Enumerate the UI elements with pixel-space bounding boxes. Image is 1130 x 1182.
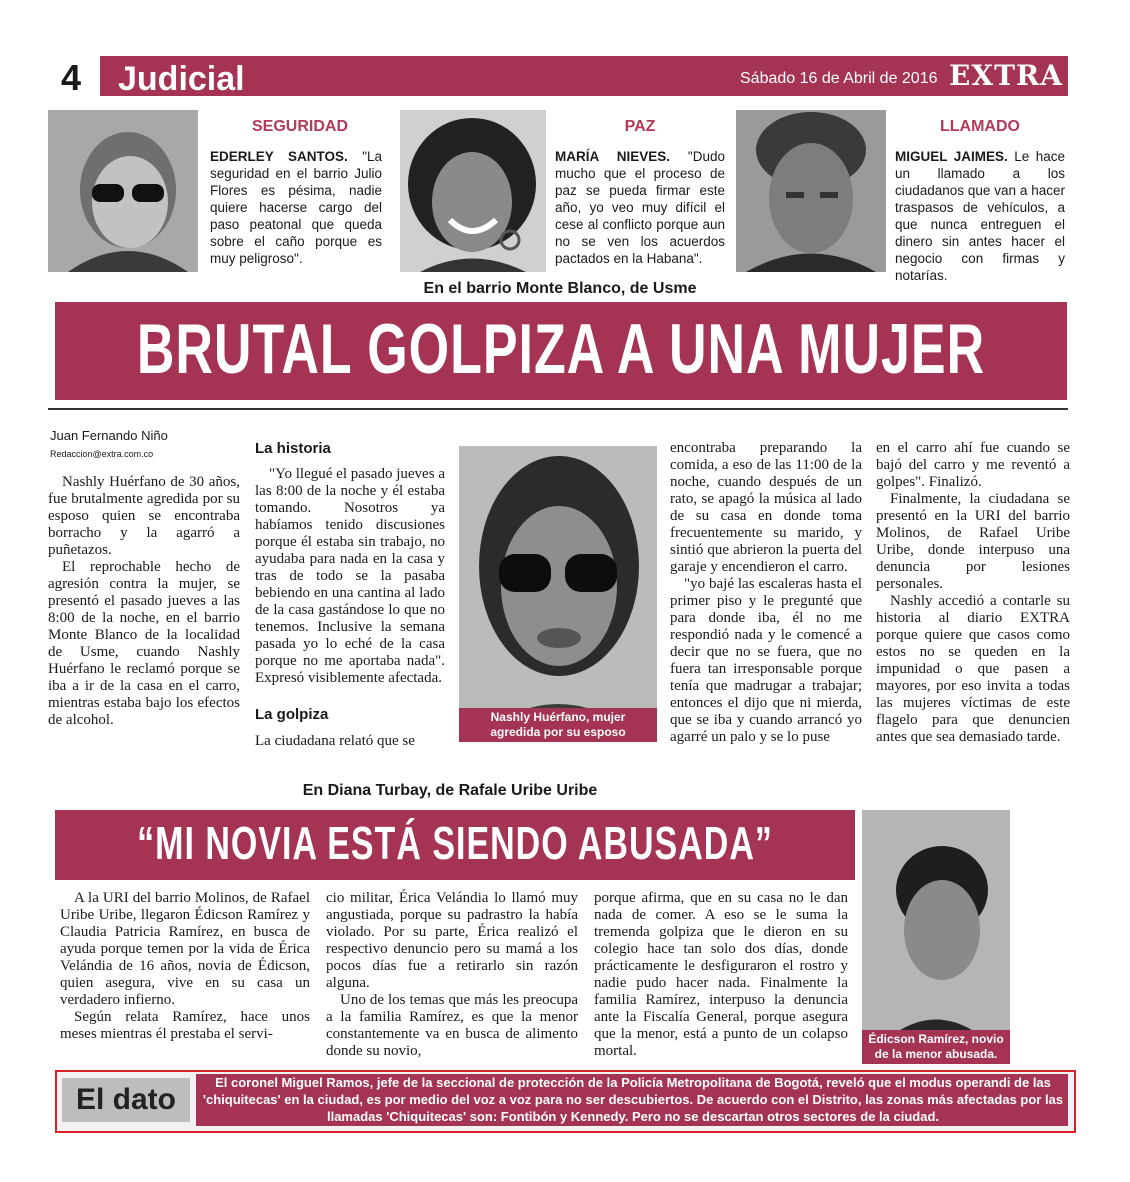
photo-miguel-jaimes	[736, 110, 886, 272]
paragraph: La ciudadana relató que se	[255, 733, 415, 749]
paragraph: encontraba preparando la comida, a eso de las 11:00 de la noche, cuando después de un rato, se apagó la música al lado de su casa en donde toma frecuentemente su marido, y sintió que abrieron la puerta del garaje y encendieron el carro.	[670, 440, 862, 575]
photo-caption-nashly: Nashly Huérfano, mujer agredida por su esposo	[459, 708, 657, 742]
opinion-name: MARÍA NIEVES.	[555, 149, 670, 164]
photo-ederley-santos	[48, 110, 198, 272]
paragraph: El reprochable hecho de agresión contra la mujer, se presentó el pasado jueves a las 8:00 de la noche, en el barrio Monte Blanco de la localidad de Usme, cuando Nashly Huérfano le reclamó porque se iba a ir de la casa en el carro, mientras estaba bajo los efectos de alcohol.	[48, 559, 240, 728]
paragraph: Nashly Huérfano de 30 años, fue brutalmente agredida por su esposo quien se encontraba borracho y la agarró a puñetazos.	[48, 474, 240, 558]
opinion-heading-llamado: LLAMADO	[940, 118, 1020, 135]
paragraph: en el carro ahí fue cuando se bajó del carro y me reventó a golpes". Finalizó.	[876, 440, 1070, 490]
opinion-text-paz	[555, 148, 725, 267]
opinion-name: MIGUEL JAIMES.	[895, 149, 1008, 164]
byline: Juan Fernando Niño	[50, 428, 168, 443]
el-dato-label: El dato	[62, 1078, 190, 1122]
opinion-heading-seguridad: SEGURIDAD	[251, 118, 348, 135]
photo-caption-edicson: Édicson Ramírez, novio de la menor abusada.	[862, 1030, 1010, 1064]
page-number: 4	[60, 57, 82, 98]
newspaper-logo: EXTRA	[949, 59, 1063, 92]
paragraph: cio militar, Érica Velándia lo llamó muy angustiada, porque su padrastro la había violado. Por su parte, Érica realizó el respectivo denuncio pero su mamá a los pocos días fue a retirarlo sin razón alguna.	[326, 890, 578, 991]
story1-kicker: En el barrio Monte Blanco, de Usme	[423, 280, 697, 297]
story1-column-1	[48, 474, 240, 729]
story2-kicker: En Diana Turbay, de Rafale Uribe Uribe	[302, 782, 598, 799]
paragraph: Uno de los temas que más les preocupa a la familia Ramírez, es que la menor constantemente va en busca de alimento donde su novio,	[326, 992, 578, 1059]
story2-column-2	[326, 890, 578, 1060]
el-dato-text: El coronel Miguel Ramos, jefe de la seccional de protección de la Policía Metropolitana de Bogotá, reveló que el modus operandi de las 'chiquitecas' en la ciudad, es por medio del voz a voz para no ser descubiertos. De acuerdo con el Distrito, las zonas más afectadas por las llamadas 'Chiquitecas' son: Fontibón y Kennedy. Pero no se descartan otros sectores de la ciudad.	[202, 1075, 1064, 1124]
opinion-heading-paz: PAZ	[624, 118, 656, 135]
story1-headline: BRUTAL GOLPIZA A UNA MUJER	[136, 310, 986, 390]
opinion-text-llamado	[895, 148, 1065, 284]
paragraph: "Yo llegué el pasado jueves a las 8:00 de la noche y él estaba tomando. Nosotros ya habíamos tenido discusiones porque él estaba sin trabajo, no ayudaba para nada en la casa y tras de todo se la pasaba bebiendo en una cantina al lado de la casa gastándose lo que no tenemos. Inclusive la semana pasada yo lo eché de la casa porque no me aportaba nada". Expresó visiblemente afectada.	[255, 466, 445, 686]
opinion-name: EDERLEY SANTOS.	[210, 149, 348, 164]
issue-date: Sábado 16 de Abril de 2016	[740, 70, 938, 87]
paragraph: "yo bajé las escaleras hasta el primer piso y le pregunté que para donde iba, él no me respondió nada y le comencé a decir que no se fuera, que no fuera tan irresponsable porque tenía que madrugar a trabajar; entonces el dijo que ni mierda, que se iba y cuando arrancó yo agarré un palo y se lo puse	[670, 576, 862, 745]
section-title: Judicial	[118, 60, 245, 98]
subhead-la-historia: La historia	[255, 440, 331, 457]
opinion-quote: Le hace un llamado a los ciudadanos que van a hacer traspasos de vehículos, a que nunca entreguen el dinero sin antes hacer el negocio con firmas y notarías.	[895, 149, 1065, 283]
paragraph: Finalmente, la ciudadana se presentó en la URI del barrio Molinos, de Rafael Uribe Uribe, donde interpuso una denuncia por lesiones personales.	[876, 491, 1070, 592]
story1-column-2	[255, 466, 445, 687]
opinion-text-seguridad	[210, 148, 382, 267]
opinion-quote: "La seguridad en el barrio Julio Flores es pésima, nadie quiere hacerse cargo del paso peatonal que queda sobre el caño porque es muy peligroso".	[210, 149, 382, 266]
story2-headline: “MI NOVIA ESTÁ SIENDO ABUSADA”	[137, 818, 773, 870]
photo-edicson-ramirez	[862, 810, 1010, 1064]
story2-column-1	[60, 890, 310, 1043]
paragraph: A la URI del barrio Molinos, de Rafael Uribe Uribe, llegaron Édicson Ramírez y Claudia Patricia Ramírez, en busca de ayuda porque temen por la vida de Érica Velándia de 16 años, novia de Édicson, quien asegura, vive en su casa un verdadero infierno.	[60, 890, 310, 1008]
paragraph: porque afirma, que en su casa no le dan nada de comer. A eso se le suma la tremenda golpiza que le dieron en su colegio hace tan solo dos días, donde prácticamente le desfiguraron el rostro y nadie pudo hacer nada. Finalmente la familia Ramírez, interpuso la denuncia ante la Fiscalía General, porque asegura que la menor, está a punto de un colapso mortal.	[594, 890, 848, 1059]
photo-nashly-huerfano	[459, 446, 657, 742]
story1-column-4	[876, 440, 1070, 746]
story2-column-3	[594, 890, 848, 1060]
photo-maria-nieves	[400, 110, 546, 272]
paragraph: Según relata Ramírez, hace unos meses mientras él prestaba el servi-	[60, 1009, 310, 1042]
opinion-quote: "Dudo mucho que el proceso de paz se pueda firmar este año, yo veo muy difícil el cese al conflicto porque aun no se ven los acuerdos pactados en la Habana".	[555, 149, 725, 266]
paragraph: Nashly accedió a contarle su historia al diario EXTRA porque quiere que casos como estos no se queden en la impunidad o que pasen a mayores, por eso invita a todas las mujeres víctimas de este flagelo para que denuncien antes que sea demasiado tarde.	[876, 593, 1070, 745]
story1-column-3	[670, 440, 862, 746]
story1-column-2b	[255, 733, 445, 750]
byline-email: Redaccion@extra.com.co	[50, 449, 154, 459]
subhead-la-golpiza: La golpiza	[255, 706, 329, 723]
divider	[48, 408, 1068, 410]
